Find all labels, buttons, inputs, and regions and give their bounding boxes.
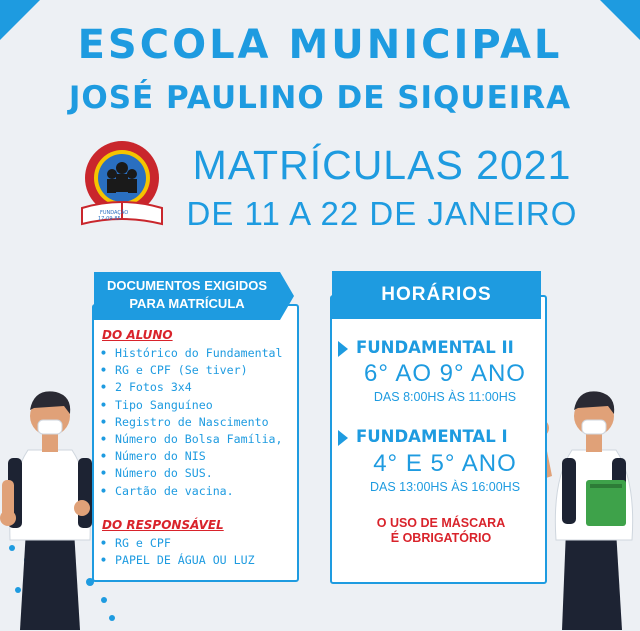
- fund2-title: FUNDAMENTAL II: [356, 338, 514, 357]
- svg-text:FUNDAÇÃO: FUNDAÇÃO: [100, 210, 129, 216]
- fund1-title: FUNDAMENTAL I: [356, 427, 508, 446]
- schedule-heading: HORÁRIOS: [332, 271, 541, 319]
- documents-heading-line1: DOCUMENTOS EXIGIDOS: [106, 278, 268, 293]
- list-item: • 2 Fotos 3x4: [100, 379, 283, 396]
- list-item: • RG e CPF: [100, 535, 255, 552]
- documents-heading-line2: PARA MATRÍCULA: [129, 296, 245, 311]
- guardian-documents-list: [100, 535, 255, 569]
- list-item: • Número do SUS.: [100, 465, 283, 482]
- list-item: • PAPEL DE ÁGUA OU LUZ: [100, 552, 255, 569]
- mask-notice-line2: É OBRIGATÓRIO: [390, 531, 492, 545]
- enrollment-title: MATRÍCULAS 2021: [192, 142, 572, 188]
- school-name-line1: ESCOLA MUNICIPAL: [77, 22, 563, 68]
- student-left-illustration-icon: [0, 380, 100, 631]
- fund1-years: 4° E 5° ANO: [373, 450, 517, 477]
- list-item: • Registro de Nascimento: [100, 414, 283, 431]
- guardian-section-title: DO RESPONSÁVEL: [102, 518, 224, 532]
- enrollment-dates: DE 11 A 22 DE JANEIRO: [186, 195, 578, 232]
- list-item: • Cartão de vacina.: [100, 483, 283, 500]
- mask-notice-line1: O USO DE MÁSCARA: [376, 516, 506, 530]
- list-item: • Tipo Sanguíneo: [100, 397, 283, 414]
- documents-heading: [94, 272, 280, 320]
- list-item: • RG e CPF (Se tiver): [100, 362, 283, 379]
- svg-text:17-09-85: 17-09-85: [98, 216, 121, 222]
- list-item: • Número do Bolsa Família,: [100, 431, 283, 448]
- student-section-title: DO ALUNO: [102, 328, 173, 342]
- school-name-line2: JOSÉ PAULINO DE SIQUEIRA: [68, 80, 572, 116]
- mask-notice: [336, 516, 546, 546]
- list-item: • Histórico do Fundamental: [100, 345, 283, 362]
- arrow-right-icon: [338, 341, 348, 357]
- arrow-right-icon: [338, 430, 348, 446]
- list-item: • Número do NIS: [100, 448, 283, 465]
- fund2-years: 6° AO 9° ANO: [364, 360, 526, 387]
- fund1-hours: DAS 13:00HS ÀS 16:00HS: [369, 480, 521, 494]
- fund2-hours: DAS 8:00HS ÀS 11:00HS: [373, 390, 517, 404]
- student-documents-list: [100, 345, 283, 500]
